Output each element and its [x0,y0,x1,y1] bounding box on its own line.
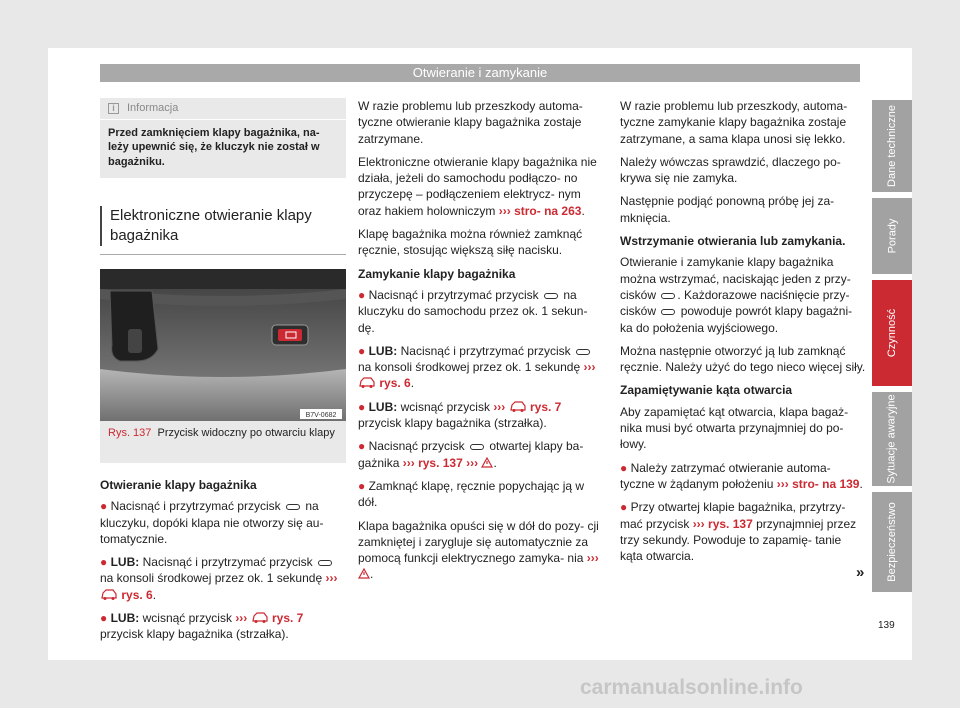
bullet-icon: ● [358,287,366,302]
remote-key-icon [661,309,675,315]
tab-operation[interactable]: Czynność [872,280,912,386]
bullet-item: ● Nacisnąć i przytrzymać przycisk na kluczyku do samochodu przez ok. 1 sekun- dę. [358,287,588,335]
bullet-icon: ● [358,399,366,414]
cross-ref-arrow: ››› [493,399,506,414]
section-divider [100,254,346,255]
cross-ref-arrow: ››› [583,360,596,375]
bullet-item: ● Przy otwartej klapie bagażnika, przytrzy- mać przycisk ››› rys. 137 przynajmniej przez trzy sekundy. Powoduje to zapamię- tanie kąta otwarcia. [620,500,857,564]
bullet-icon: ● [358,343,366,358]
paragraph: Następnie podjąć ponowną próbę jej za- mknięcia. [620,194,835,225]
figure-link[interactable]: rys. 7 [272,611,304,626]
cross-ref-arrow: ››› [498,203,511,218]
bullet-item: ● LUB: wcisnąć przycisk ››› rys. 7 przycisk klapy bagażnika (strzałka). [100,611,304,642]
info-text: Przed zamknięciem klapy bagażnika, na- leży upewnić się, że kluczyk nie został w bagażniku. [108,127,320,168]
figure-caption [100,421,346,463]
heading-angle: Zapamiętywanie kąta otwarcia [620,383,793,398]
paragraph: Aby zapamiętać kąt otwarcia, klapa bagaż- nika musi być otwarta przynajmniej do po- łowy. [620,404,849,452]
figure-trunk-button [100,269,346,421]
warning-icon [358,568,370,579]
paragraph: Elektroniczne otwieranie klapy bagażnika nie działa, jeżeli do samochodu podłączo- no przyczepę – podłączeniem elektrycz- nym oraz hakiem holowniczym ››› stro- na 263. [358,154,597,218]
column-right [620,98,866,571]
page-number: 139 [878,620,895,631]
trunk-button-photo [100,269,346,421]
paragraph: W razie problemu lub przeszkody automa- tyczne otwieranie klapy bagażnika zostaje zatrzymane. [358,99,583,146]
figure-link[interactable]: rys. 6 [121,587,153,602]
info-box [100,98,346,178]
bullet-item: ● LUB: Nacisnąć i przytrzymać przycisk na konsoli środkowej przez ok. 1 sekundę ››› rys. 6. [100,555,338,602]
bullet-icon: ● [100,555,108,570]
watermark: carmanualsonline.info [580,676,803,699]
remote-key-icon [544,293,558,299]
column-left [100,98,346,650]
bullet-item: ● LUB: Nacisnąć i przytrzymać przycisk na konsoli środkowej przez ok. 1 sekundę ››› rys. 6. [358,343,596,391]
bullet-item: ● LUB: wcisnąć przycisk ››› rys. 7 przycisk klapy bagażnika (strzałka). [358,399,562,431]
warning-icon [481,457,493,468]
remote-key-icon [470,444,484,450]
tab-safety[interactable]: Bezpieczeństwo [872,492,912,592]
page-link[interactable]: stro- na 139 [792,476,860,491]
cross-ref-arrow: ››› [466,455,479,470]
remote-key-icon [318,560,332,566]
paragraph: Klapę bagażnika można również zamknąć ręcznie, stosując większą siłę nacisku. [358,227,583,258]
bullet-icon: ● [358,478,366,493]
cross-ref-arrow: ››› [692,516,705,531]
tab-tips[interactable]: Porady [872,198,912,274]
paragraph: W razie problemu lub przeszkody, automa- tyczne zamykanie klapy bagażnika zostaje zatrzymane, a sama klapa unosi się lekko. [620,99,848,146]
figure-code: B7V-0682 [305,412,337,419]
car-illustration-icon [509,400,527,413]
heading-closing: Zamykanie klapy bagażnika [358,266,516,281]
heading-stop: Wstrzymanie otwierania lub zamykania. [620,234,846,249]
manual-page [48,48,912,660]
info-box-header [100,98,346,120]
remote-key-icon [286,504,300,510]
cross-ref-arrow: ››› [235,611,248,626]
bullet-icon: ● [100,499,108,514]
chapter-header: Otwieranie i zamykanie [100,64,860,82]
cross-ref-arrow: ››› [325,571,338,586]
bullet-icon: ● [358,439,366,454]
bullet-icon: ● [100,611,108,626]
bullet-item: ● Nacisnąć i przytrzymać przycisk na kluczyku, dopóki klapa nie otworzy się au- tomatycznie. [100,499,324,546]
page-link[interactable]: stro- na 263 [514,203,582,218]
car-illustration-icon [358,376,376,389]
remote-key-icon [661,293,675,299]
cross-ref-arrow: ››› [776,476,789,491]
column-middle [358,98,604,590]
paragraph: Należy wówczas sprawdzić, dlaczego po- krywa się nie zamyka. [620,154,841,186]
cross-ref-arrow: ››› [586,551,599,566]
info-label: Informacja [127,102,179,115]
bullet-icon: ● [620,460,628,475]
cross-ref-arrow: ››› [402,455,415,470]
paragraph: Klapa bagażnika opuści się w dół do pozy- cji zamkniętej i zarygluje się automatycznie za pomocą funkcji elektrycznego zamyka- nia ››› . [358,518,599,582]
section-title: Elektroniczne otwieranie klapy bagażnika [100,206,346,246]
figure-caption-ref: Rys. 137 [108,427,152,439]
tab-emergencies[interactable]: Sytuacje awaryjne [872,392,912,486]
opening-block [100,477,346,643]
bullet-item: ● Należy zatrzymać otwieranie automa- tyczne w żądanym położeniu ››› stro- na 139. [620,460,863,491]
paragraph: Można następnie otworzyć ją lub zamknąć ręcznie. Należy użyć do tego nieco więcej siły. [620,343,866,375]
bullet-icon: ● [620,500,628,515]
figure-link[interactable]: rys. 137 [418,455,463,470]
car-illustration-icon [251,611,269,624]
paragraph: Otwieranie i zamykanie klapy bagażnika można wstrzymać, naciskając jeden z przy- cisków . Każdorazowe naciśnięcie przy- cisków powoduje powrót klapy bagażni- ka do położenia wyjściowego. [620,255,853,335]
figure-link[interactable]: rys. 7 [530,399,562,414]
figure-caption-text: Przycisk widoczny po otwarciu klapy [157,427,335,439]
info-icon: i [108,103,119,114]
bullet-item: ● Zamknąć klapę, ręcznie popychając ją w dół. [358,478,585,510]
heading-opening: Otwieranie klapy bagażnika [100,478,257,492]
tab-technical-data[interactable]: Dane techniczne [872,100,912,192]
figure-link[interactable]: rys. 6 [379,376,411,391]
remote-key-icon [576,349,590,355]
car-illustration-icon [100,588,118,601]
figure-link[interactable]: rys. 137 [708,516,753,531]
bullet-item: ● Nacisnąć przycisk otwartej klapy ba- gażnika ››› rys. 137 ››› . [358,439,584,470]
continue-arrow: » [856,564,865,581]
